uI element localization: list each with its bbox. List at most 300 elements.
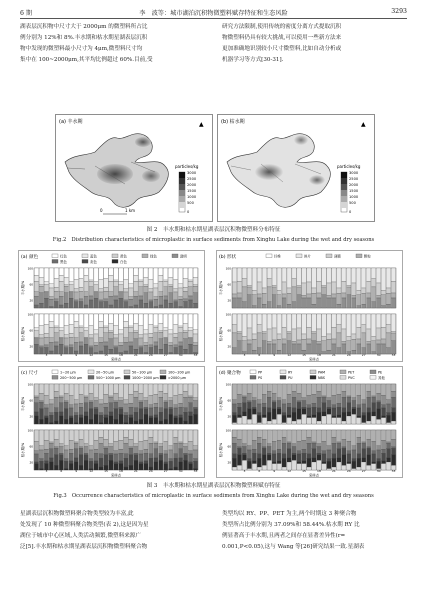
stack-segment [287,341,291,354]
stack-segment [49,384,53,400]
stack-segment [183,302,187,308]
stack-segment [332,282,336,294]
stack-segment [124,443,128,453]
svg-text:2000: 2000 [349,183,359,187]
stack-segment [44,314,48,324]
stack-segment [173,384,177,395]
stack-segment [381,453,385,461]
stack-segment [164,296,168,300]
stack-segment [371,352,375,354]
stack-segment [232,423,236,424]
stack-segment [104,287,108,291]
stack-segment [44,324,48,333]
figure2-caption-en: Fig.2 Distribution characteristics of microplastic in surface sediments from Xinghu Lake during the wet and dry seasons [52,237,375,243]
stack-segment [307,344,311,354]
stack-segment [282,294,286,298]
stack-segment [69,453,73,461]
stack-segment [362,442,366,443]
stack-segment [54,384,58,391]
stack-segment [79,302,83,308]
stack-segment [282,423,286,424]
stack-segment [64,450,68,459]
stack-segment [84,305,88,308]
stack-segment [277,461,281,464]
stack-segment [366,384,370,391]
stack-segment [49,423,53,424]
legend-label: PP [258,370,263,375]
stack-segment [39,285,43,287]
stack-segment [144,384,148,398]
stack-segment [332,405,336,408]
stack-segment [84,275,88,281]
stack-segment [173,395,177,405]
stack-segment [54,421,58,424]
stack-segment [178,449,182,458]
stack-segment [247,401,251,403]
stack-segment [134,296,138,305]
stack-segment [69,384,73,395]
stack-segment [84,344,88,354]
stack-segment [34,441,38,451]
stack-segment [183,397,187,407]
stack-segment [89,300,93,308]
stack-segment [114,393,118,401]
stack-segment [252,290,256,294]
stack-segment [44,405,48,408]
stack-segment [282,344,286,354]
stack-segment [59,396,63,397]
stack-segment [154,449,158,458]
stack-segment [292,455,296,461]
stack-segment [357,295,361,306]
stack-segment [302,407,306,408]
stack-segment [302,401,306,408]
stack-segment [332,384,336,395]
stack-segment [84,292,88,296]
stack-segment [124,384,128,400]
stack-segment [252,414,256,424]
stack-segment [44,285,48,292]
stack-segment [39,384,43,393]
stack-segment [386,404,390,413]
stack-segment [352,350,356,354]
stack-segment [114,451,118,454]
stack-segment [337,314,341,325]
stack-segment [59,268,63,275]
legend-label: 50~100 μm [132,370,153,375]
stack-segment [124,467,128,470]
stack-segment [332,298,336,308]
stack-segment [307,298,311,308]
stack-segment [302,339,306,350]
stack-segment [252,268,256,290]
stack-segment [89,280,93,281]
stack-segment [302,314,306,334]
stack-segment [109,349,113,354]
stack-segment [386,384,390,400]
stack-segment [159,305,163,308]
stack-segment [277,384,281,398]
stack-segment [247,459,251,462]
stack-segment [347,285,351,287]
stack-segment [129,346,133,354]
stack-segment [34,305,38,308]
stack-segment [54,448,58,454]
stack-segment [164,451,168,454]
stack-segment [312,384,316,394]
x-tick: 30 [178,469,183,473]
stack-segment [193,268,197,277]
legend-label: 灰色 [90,259,97,264]
y-tick: 100 [27,312,33,317]
stack-segment [109,314,113,323]
stack-segment [188,300,192,308]
stack-segment [44,291,48,292]
stack-segment [74,314,78,321]
stack-segment [342,439,346,447]
stack-segment [168,268,172,277]
stack-segment [99,302,103,308]
stack-segment [164,393,168,401]
y-axis-label: 枯水期/% [21,442,25,458]
stack-segment [178,342,182,346]
stack-segment [49,284,53,288]
stack-segment [237,293,241,298]
stack-segment [49,404,53,413]
stack-segment [59,339,63,345]
stack-segment [262,304,266,308]
stack-segment [79,465,83,470]
stack-segment [193,277,197,285]
stack-segment [159,391,163,397]
stack-segment [139,402,143,408]
stack-segment [302,268,306,283]
stack-segment [34,344,38,354]
stack-segment [178,284,182,288]
figure3-caption-en: Fig.3 Occurrence characteristics of microplastic in surface sediments from Xinghu Lake during the wet and dry seasons [53,493,374,499]
stack-segment [366,268,370,281]
stack-segment [183,444,187,447]
legend-swatch [356,254,362,258]
stack-segment [94,407,98,408]
stack-segment [252,334,256,339]
stack-segment [287,331,291,333]
stack-segment [139,430,143,441]
y-tick: 60 [227,444,231,449]
stack-segment [347,287,351,295]
stack-segment [89,335,93,338]
stack-segment [124,404,128,413]
stack-segment [342,281,346,293]
stack-segment [59,328,63,331]
stack-segment [129,439,133,447]
stack-segment [159,455,163,461]
stack-segment [109,444,113,447]
stack-segment [342,421,346,424]
stack-segment [59,403,63,412]
stack-segment [69,440,73,449]
stack-segment [386,288,390,293]
stack-segment [386,400,390,404]
stack-segment [144,409,148,415]
stack-segment [371,302,375,308]
stack-segment [164,384,168,393]
stack-segment [144,414,148,424]
stack-segment [371,403,375,412]
stack-segment [59,305,63,308]
stack-segment [342,268,346,281]
stack-segment [94,401,98,408]
legend-label: PAM [318,370,326,375]
stack-segment [237,418,241,424]
stack-segment [119,384,123,398]
stack-segment [124,400,128,404]
stack-segment [357,327,361,339]
stack-segment [337,443,341,448]
x-tick: 33 [193,353,198,357]
stack-segment [119,409,123,415]
stack-segment [322,352,326,354]
svg-text:0: 0 [187,210,190,214]
stack-segment [114,280,118,281]
stack-segment [39,409,43,420]
stack-segment [159,384,163,391]
stack-segment [84,396,88,397]
stack-segment [178,384,182,394]
stack-segment [347,441,351,451]
y-axis-label: 丰水期/% [21,280,25,296]
legend-label: 颗粒 [364,254,371,259]
stack-segment [168,409,172,415]
stack-segment [173,418,177,424]
stack-segment [252,464,256,470]
stack-segment [89,384,93,393]
stack-segment [362,430,366,442]
stack-segment [49,268,53,284]
stack-segment [337,348,341,354]
stack-segment [134,455,138,461]
stack-segment [173,337,177,345]
stack-segment [287,418,291,424]
stack-segment [139,281,143,286]
stack-segment [371,462,375,464]
stack-segment [139,454,143,462]
stack-segment [337,407,341,415]
stack-segment [357,454,361,458]
stack-segment [188,331,192,338]
stack-segment [84,331,88,338]
stack-segment [109,396,113,397]
stack-segment [168,303,172,308]
stack-segment [282,339,286,344]
stack-segment [366,439,370,447]
stack-segment [154,268,158,284]
stack-segment [104,448,108,454]
stack-segment [49,415,53,422]
stack-segment [94,314,98,330]
stack-segment [54,391,58,397]
stack-segment [99,430,103,437]
stack-segment [159,447,163,454]
stack-segment [297,401,301,403]
stack-segment [99,404,103,413]
stack-segment [159,453,163,454]
x-tick: 9 [273,353,276,357]
stack-segment [237,415,241,418]
stack-segment [297,268,301,285]
stack-segment [327,268,331,283]
stack-segment [74,442,78,443]
stack-segment [129,307,133,308]
stack-segment [183,278,187,287]
stack-segment [64,384,68,393]
stack-segment [272,462,276,464]
stack-segment [322,287,326,295]
y-tick: 100 [225,266,231,271]
stack-segment [109,339,113,350]
stack-segment [352,339,356,350]
stack-segment [168,414,172,424]
stack-segment [292,460,296,470]
stack-segment [352,459,356,462]
stack-segment [119,453,123,461]
legend-label: PU [288,375,293,380]
stack-segment [188,454,192,462]
stack-segment [154,384,158,394]
stack-segment [391,430,395,439]
stack-segment [357,306,361,308]
stack-segment [322,454,326,462]
stack-segment [79,415,83,418]
stack-segment [69,333,73,337]
stack-segment [159,408,163,412]
stack-segment [124,342,128,351]
stack-segment [337,325,341,333]
stack-segment [193,286,197,292]
stack-segment [267,342,271,345]
stack-segment [317,342,321,345]
stack-segment [362,400,366,404]
stack-segment [391,391,395,397]
stack-segment [282,268,286,282]
stack-segment [74,338,78,342]
stack-segment [104,430,108,439]
stack-segment [317,314,321,329]
stack-segment [381,408,385,416]
x-tick: 15 [302,353,306,357]
stack-segment [386,423,390,424]
legend-label: 1~20 μm [60,370,76,375]
stack-segment [79,342,83,346]
stack-segment [297,328,301,340]
stack-segment [391,341,395,354]
stack-segment [104,268,108,278]
x-tick: 12 [89,353,94,357]
stack-segment [371,287,375,302]
stack-segment [119,268,123,282]
stack-segment [69,464,73,470]
stack-segment [183,453,187,454]
stack-segment [178,326,182,327]
stack-segment [124,454,128,458]
stack-segment [332,418,336,424]
stack-segment [114,346,118,348]
stack-segment [257,294,261,298]
stack-segment [371,268,375,279]
stack-segment [178,288,182,297]
stack-segment [371,454,375,462]
stack-segment [327,414,331,424]
stack-segment [134,281,138,291]
stack-segment [312,462,316,470]
stack-segment [173,300,177,302]
stack-segment [232,325,236,333]
x-tick: 27 [361,353,366,357]
stack-segment [317,447,321,454]
stack-segment [282,454,286,458]
stack-segment [168,277,172,285]
stack-segment [173,454,177,458]
x-tick: 33 [391,469,396,473]
stack-segment [168,330,172,334]
stack-segment [347,403,351,412]
stack-segment [34,403,38,412]
stack-segment [79,326,83,327]
stack-segment [262,403,266,407]
stack-segment [49,314,53,321]
stack-segment [183,299,187,302]
stack-segment [144,285,148,287]
stack-segment [262,333,266,341]
stack-segment [173,292,177,300]
stack-segment [109,296,113,305]
stack-segment [362,404,366,413]
stack-segment [104,299,108,302]
stack-segment [104,342,108,346]
stack-segment [386,348,390,354]
stack-segment [277,339,281,350]
stack-segment [64,286,68,292]
stack-segment [347,412,351,416]
stack-segment [74,321,78,327]
stack-segment [173,458,177,467]
stack-segment [376,459,380,462]
stack-segment [89,393,93,401]
stack-segment [154,458,158,462]
stack-segment [84,455,88,461]
stack-segment [34,416,38,424]
stack-segment [386,458,390,462]
stack-segment [154,418,158,424]
north-arrow-icon: ▲ [199,121,204,128]
stack-segment [376,430,380,446]
stack-segment [178,407,182,415]
stack-segment [39,430,43,446]
stack-segment [347,451,351,454]
legend-swatch [326,254,332,258]
stack-segment [44,453,48,461]
legend-label: 其他 [378,375,385,380]
stack-segment [109,384,113,396]
stack-segment [252,430,256,440]
stack-segment [183,408,187,412]
stack-segment [84,328,88,331]
stack-segment [332,327,336,339]
stack-segment [99,413,103,416]
stack-segment [282,415,286,422]
stack-segment [44,449,48,453]
stack-segment [119,430,123,440]
